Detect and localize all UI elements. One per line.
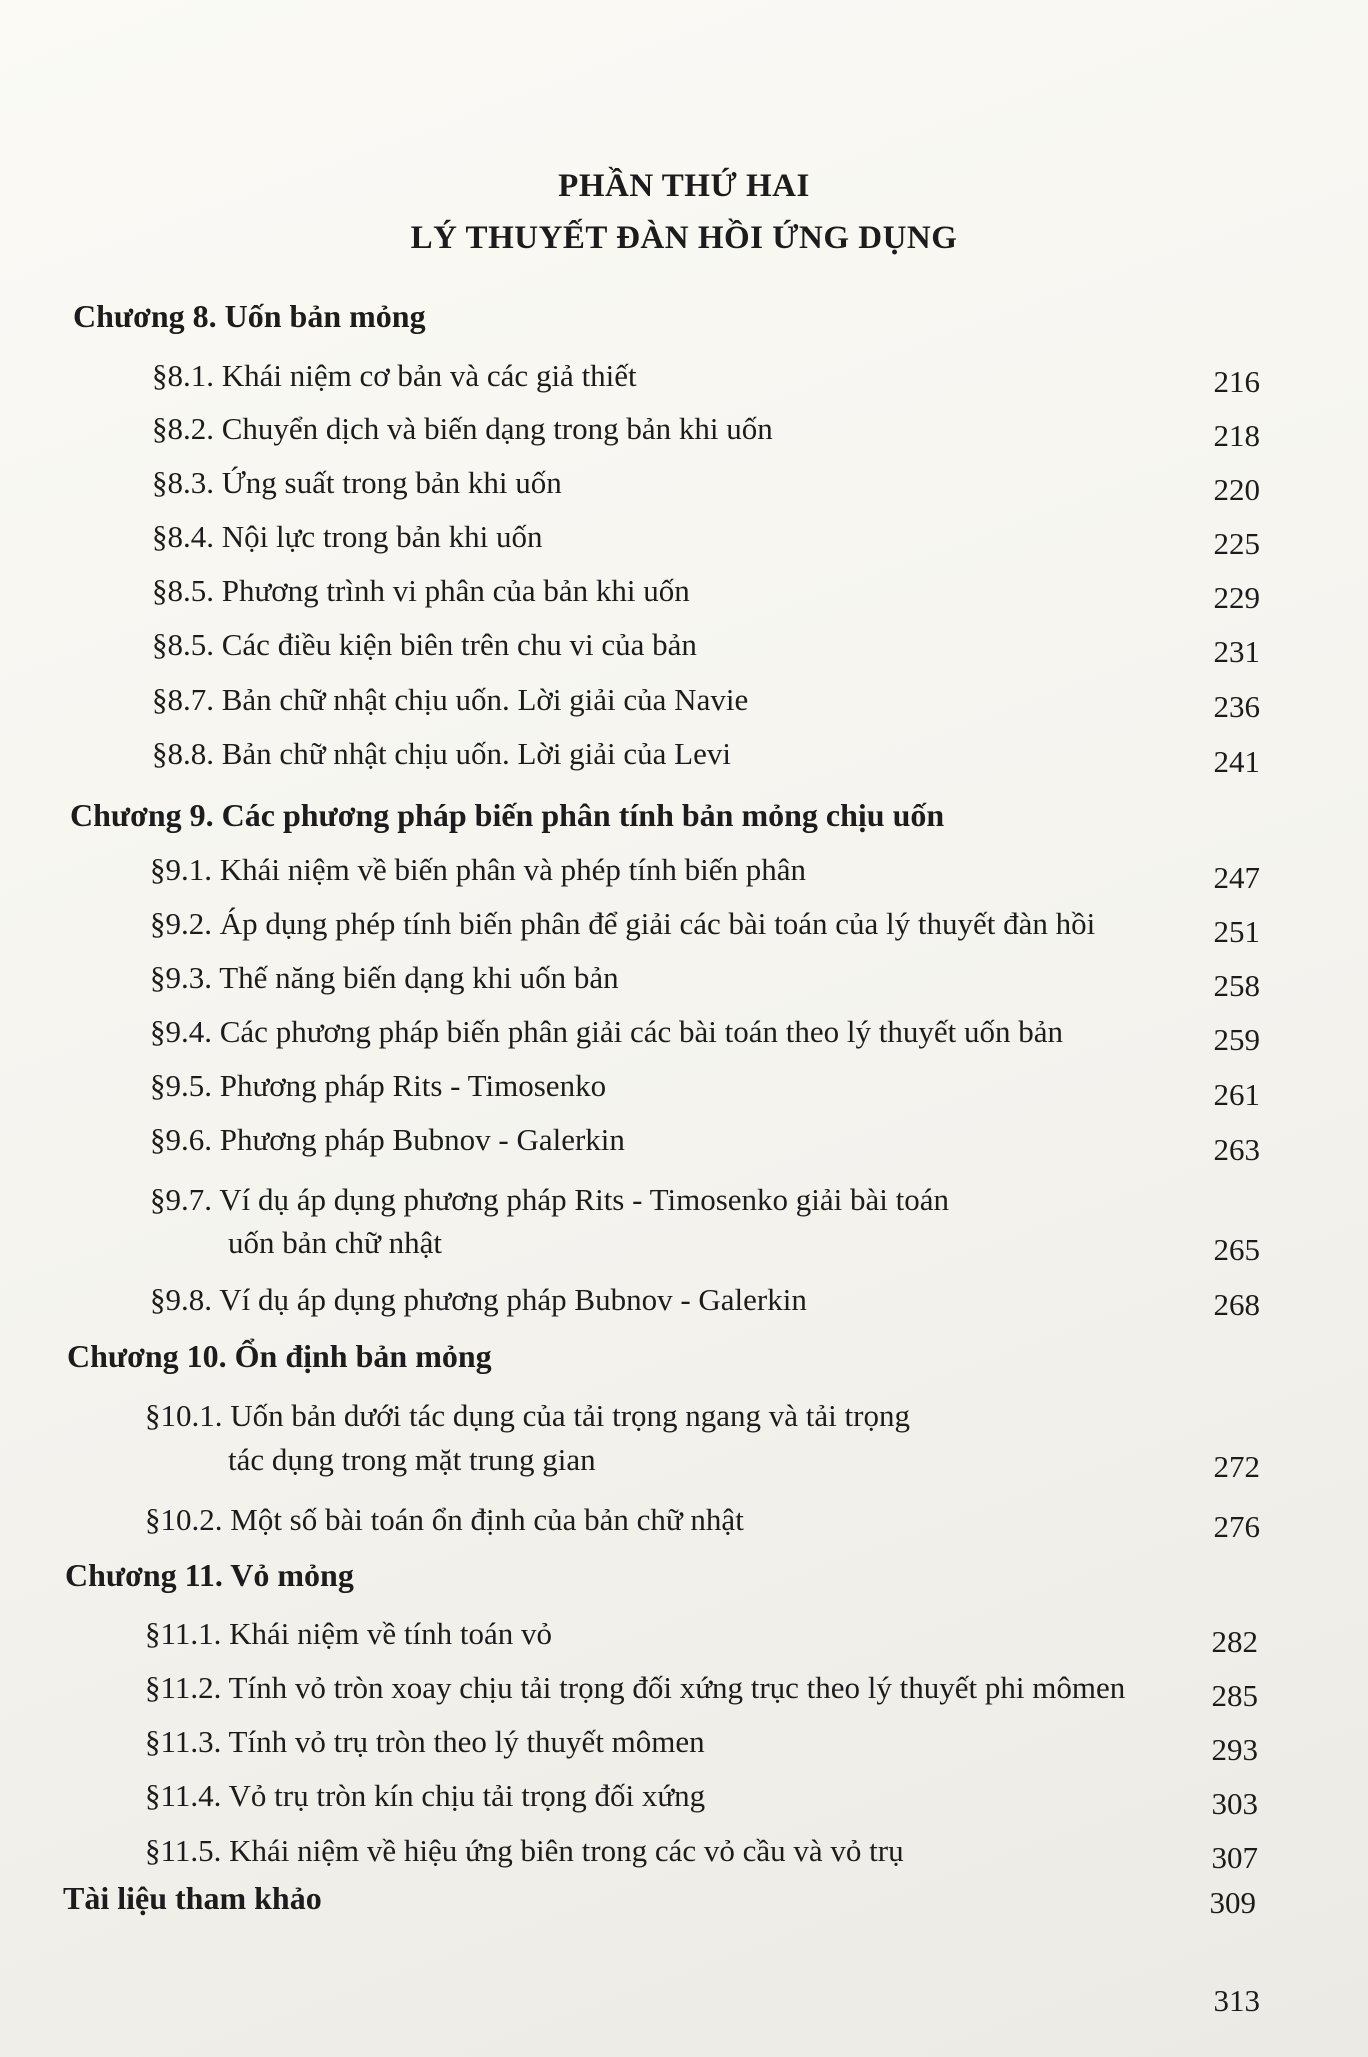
toc-entry: §9.3. Thế năng biến dạng khi uốn bản [150,960,619,995]
toc-page-number: 309 [1209,1885,1256,1920]
chapter-8-title: Chương 8. Uốn bản mỏng [73,298,426,334]
chapter-10-title: Chương 10. Ổn định bản mỏng [67,1338,492,1374]
part-title: LÝ THUYẾT ĐÀN HỒI ỨNG DỤNG [410,220,958,256]
toc-entry: §10.1. Uốn bản dưới tác dụng của tải trọng ngang và tải trọng [145,1398,910,1433]
toc-entry-continued: tác dụng trong mặt trung gian [228,1442,596,1477]
toc-entry: §8.2. Chuyển dịch và biến dạng trong bản khi uốn [152,411,773,446]
toc-page-number: 218 [1213,418,1260,453]
toc-entry: §11.2. Tính vỏ tròn xoay chịu tải trọng đối xứng trục theo lý thuyết phi mômen [145,1670,1126,1705]
toc-page-number: 282 [1211,1624,1258,1659]
toc-entry: §9.5. Phương pháp Rits - Timosenko [150,1068,607,1103]
toc-page-number: 307 [1211,1840,1258,1875]
toc-page-number: 236 [1213,689,1260,724]
references-title: Tài liệu tham khảo [63,1880,322,1916]
toc-entry: §8.5. Các điều kiện biên trên chu vi của bản [152,627,697,662]
toc-page-number: 263 [1213,1132,1260,1167]
toc-page-number: 231 [1213,634,1260,669]
toc-entry: §9.8. Ví dụ áp dụng phương pháp Bubnov - Galerkin [150,1282,807,1317]
part-label: PHẦN THỨ HAI [558,168,810,204]
toc-page-number: 220 [1213,472,1260,507]
toc-entry: §11.3. Tính vỏ trụ tròn theo lý thuyết mômen [145,1724,705,1759]
toc-entry: §8.3. Ứng suất trong bản khi uốn [152,465,562,500]
toc-entry: §11.5. Khái niệm về hiệu ứng biên trong các vỏ cầu và vỏ trụ [145,1833,904,1868]
toc-page-number: 303 [1211,1786,1258,1821]
toc-page-number: 229 [1213,580,1260,615]
toc-entry: §8.8. Bản chữ nhật chịu uốn. Lời giải của Levi [152,736,731,771]
toc-page-number: 241 [1213,744,1260,779]
toc-entry: §9.1. Khái niệm về biến phân và phép tính biến phân [150,852,807,887]
toc-page-number: 258 [1213,968,1260,1003]
toc-entry: §8.5. Phương trình vi phân của bản khi uốn [152,573,690,608]
toc-entry: §11.1. Khái niệm về tính toán vỏ [145,1616,552,1651]
toc-entry: §8.7. Bản chữ nhật chịu uốn. Lời giải của Navie [152,682,749,717]
toc-page-number: 216 [1213,364,1260,399]
toc-entry: §11.4. Vỏ trụ tròn kín chịu tải trọng đối xứng [145,1778,706,1813]
toc-page-number: 225 [1213,526,1260,561]
toc-entry: §8.1. Khái niệm cơ bản và các giả thiết [152,358,637,393]
toc-entry: §10.2. Một số bài toán ổn định của bản chữ nhật [145,1502,744,1537]
toc-entry-continued: uốn bản chữ nhật [228,1225,442,1260]
toc-page-number: 293 [1211,1732,1258,1767]
toc-page-number: 268 [1213,1287,1260,1322]
toc-page-number: 272 [1213,1449,1260,1484]
toc-entry: §9.4. Các phương pháp biến phân giải các bài toán theo lý thuyết uốn bản [150,1014,1064,1049]
page-number: 313 [1213,1983,1260,2018]
toc-entry: §9.6. Phương pháp Bubnov - Galerkin [150,1122,625,1157]
toc-page-number: 265 [1213,1232,1260,1267]
toc-page-number: 276 [1213,1509,1260,1544]
toc-entry: §8.4. Nội lực trong bản khi uốn [152,519,543,554]
toc-page-number: 259 [1213,1022,1260,1057]
toc-entry: §9.2. Áp dụng phép tính biến phân để giải các bài toán của lý thuyết đàn hồi [150,906,1096,941]
chapter-9-title: Chương 9. Các phương pháp biến phân tính bản mỏng chịu uốn [70,797,945,833]
toc-page-number: 285 [1211,1678,1258,1713]
toc-page-number: 247 [1213,860,1260,895]
chapter-11-title: Chương 11. Vỏ mỏng [65,1557,354,1593]
toc-page-number: 261 [1213,1077,1260,1112]
toc-page-number: 251 [1213,914,1260,949]
toc-entry: §9.7. Ví dụ áp dụng phương pháp Rits - Timosenko giải bài toán [150,1182,950,1217]
